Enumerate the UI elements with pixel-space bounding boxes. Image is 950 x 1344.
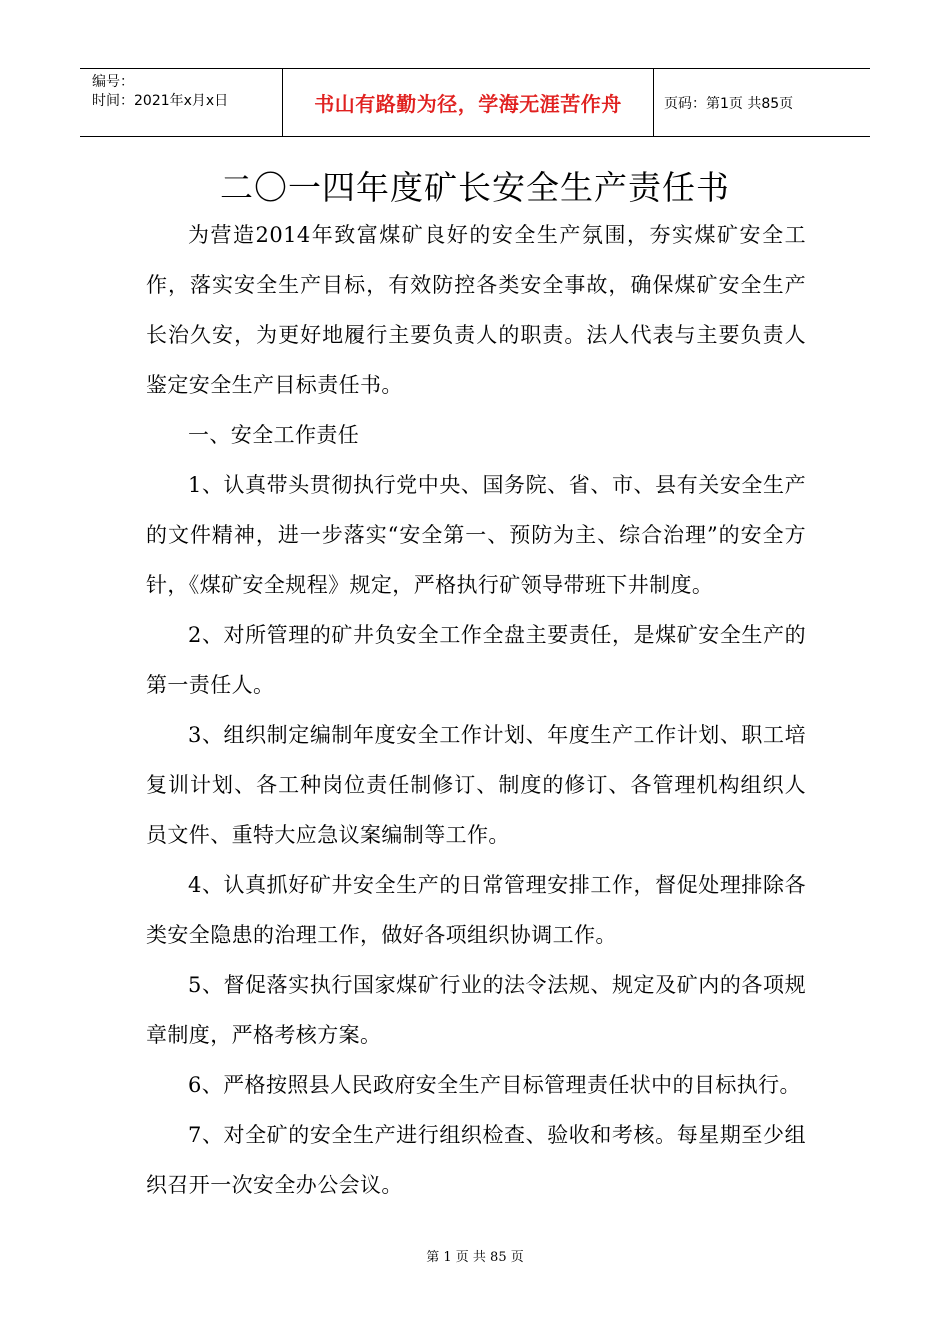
- paragraph-item-4: 4、认真抓好矿井安全生产的日常管理安排工作，督促处理排除各类安全隐患的治理工作，做好各项组织协调工作。: [146, 873, 806, 947]
- date-label: 时间：2021年x月x日: [92, 93, 229, 109]
- paragraph-item-7: 7、对全矿的安全生产进行组织检查、验收和考核。每星期至少组织召开一次安全办公会议。: [146, 1123, 806, 1197]
- motto: 书山有路勤为径，学海无涯苦作舟: [282, 69, 654, 136]
- paragraph-item-5: 5、督促落实执行国家煤矿行业的法令法规、规定及矿内的各项规章制度，严格考核方案。: [146, 973, 806, 1047]
- document-title: 二〇一四年度矿长安全生产责任书: [220, 168, 730, 207]
- paragraph-item-1: 1、认真带头贯彻执行党中央、国务院、省、市、县有关安全生产的文件精神，进一步落实“安全第一、预防为主、综合治理”的安全方针，《煤矿安全规程》规定，严格执行矿领导带班下井制度。: [146, 473, 806, 597]
- paragraph-item-3: 3、组织制定编制年度安全工作计划、年度生产工作计划、职工培复训计划、各工种岗位责任制修订、制度的修订、各管理机构组织人员文件、重特大应急议案编制等工作。: [146, 723, 806, 847]
- paragraph-intro: 为营造2014年致富煤矿良好的安全生产氛围，夯实煤矿安全工作，落实安全生产目标，有效防控各类安全事故，确保煤矿安全生产长治久安，为更好地履行主要负责人的职责。法人代表与主要负责人鉴定安全生产目标责任书。: [146, 223, 806, 397]
- header-meta-cell: [80, 69, 282, 136]
- page-footer: 第 1 页 共 85 页: [426, 1250, 524, 1265]
- paragraph-item-2: 2、对所管理的矿井负安全工作全盘主要责任，是煤矿安全生产的第一责任人。: [146, 623, 806, 697]
- header-page-info: 页码：第1页 共85页: [664, 95, 794, 112]
- serial-number-label: 编号：: [92, 74, 134, 90]
- header-table: [80, 68, 870, 137]
- paragraph-item-6: 6、严格按照县人民政府安全生产目标管理责任状中的目标执行。: [188, 1073, 801, 1097]
- section-heading: 一、安全工作责任: [188, 423, 360, 447]
- document-body: [146, 210, 806, 1210]
